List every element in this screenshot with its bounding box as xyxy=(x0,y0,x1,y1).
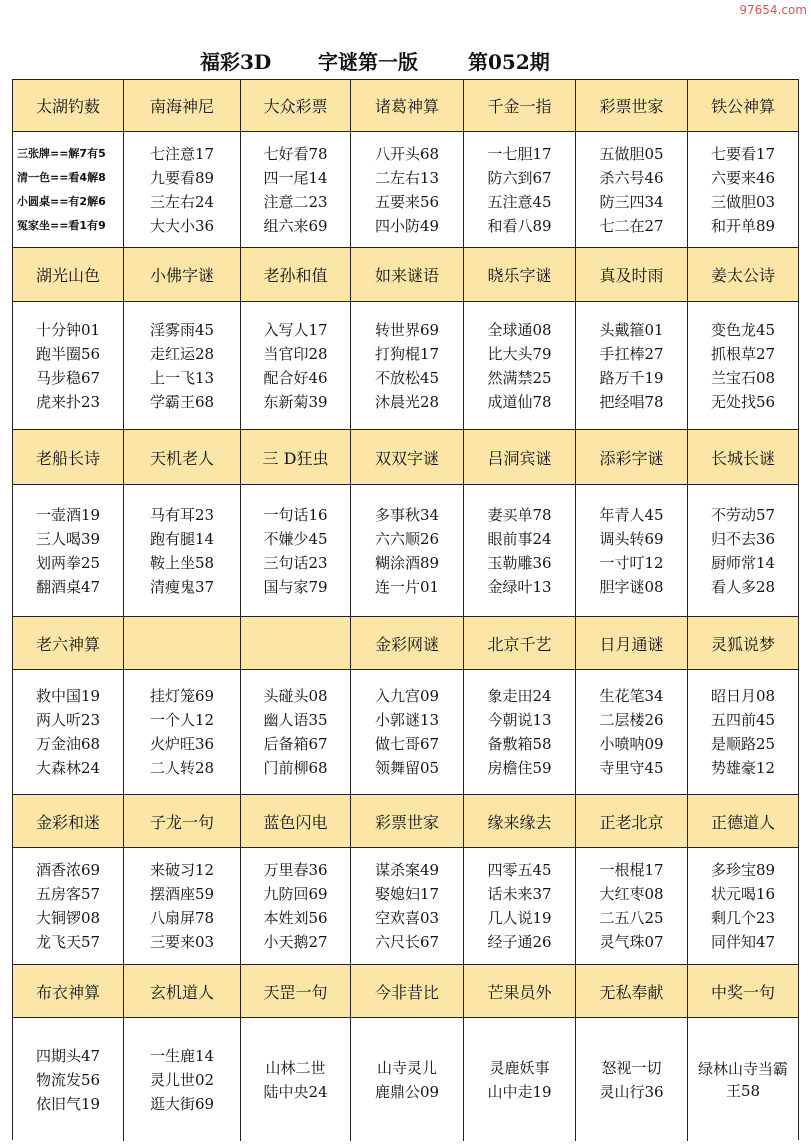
puzzle-line: 摆酒座59 xyxy=(149,885,215,903)
puzzle-line: 灵鹿妖事 xyxy=(489,1058,550,1077)
puzzle-line: 救中国19 xyxy=(35,687,101,705)
data-row xyxy=(13,132,798,248)
puzzle-line: 不放松45 xyxy=(374,368,440,387)
column-header xyxy=(241,617,351,669)
column-header: 子龙一句 xyxy=(124,795,241,847)
data-row xyxy=(13,670,798,795)
puzzle-line: 马有耳23 xyxy=(149,505,215,524)
puzzle-line: 谋杀案49 xyxy=(374,861,440,879)
column-header: 彩票世家 xyxy=(351,795,464,847)
puzzle-line: 九防回69 xyxy=(263,885,328,903)
puzzle-line: 国与家79 xyxy=(263,577,328,596)
puzzle-line: 状元喝16 xyxy=(710,885,776,903)
puzzle-line: 五房客57 xyxy=(35,885,101,903)
column-header: 吕洞宾谜 xyxy=(464,430,576,484)
puzzle-line: 二左右13 xyxy=(374,168,440,187)
puzzle-line: 后备箱67 xyxy=(263,735,328,753)
column-header: 芒果员外 xyxy=(464,965,576,1017)
puzzle-line: 年青人45 xyxy=(599,505,664,524)
puzzle-line: 抓根草27 xyxy=(710,344,776,363)
header-row xyxy=(13,617,798,670)
puzzle-line: 八扇屏78 xyxy=(149,909,215,927)
column-header: 湖光山色 xyxy=(13,248,124,301)
puzzle-cell xyxy=(351,485,464,616)
puzzle-cell xyxy=(351,670,464,794)
puzzle-line: 六尺长67 xyxy=(374,933,440,951)
puzzle-line: 生花笔34 xyxy=(599,687,664,705)
puzzle-line: 杀六号46 xyxy=(599,168,664,187)
puzzle-line: 小天鹅27 xyxy=(263,933,328,951)
puzzle-line: 万里春36 xyxy=(263,861,328,879)
data-row xyxy=(13,302,798,430)
puzzle-line: 上一飞13 xyxy=(149,368,215,387)
puzzle-line: 鹿鼎公09 xyxy=(374,1082,440,1101)
puzzle-line: 防六到67 xyxy=(487,168,552,187)
puzzle-cell xyxy=(688,670,798,794)
puzzle-line: 五要来56 xyxy=(374,192,440,211)
puzzle-cell xyxy=(576,132,688,247)
puzzle-cell xyxy=(124,132,241,247)
puzzle-line: 七注意17 xyxy=(149,144,215,163)
puzzle-line: 小郭谜13 xyxy=(374,711,440,729)
puzzle-line: 二人转28 xyxy=(149,759,215,777)
puzzle-cell xyxy=(13,132,124,247)
column-header: 长城长谜 xyxy=(710,448,775,468)
column-header: 北京千艺 xyxy=(464,617,576,669)
puzzle-line: 变色龙45 xyxy=(710,320,776,339)
puzzle-line: 绿林山寺当霸王58 xyxy=(697,1059,788,1100)
puzzle-line: 成道仙78 xyxy=(487,392,552,411)
puzzle-line: 六六顺26 xyxy=(374,529,440,548)
puzzle-cell xyxy=(688,302,798,429)
column-header: 玄机道人 xyxy=(124,965,241,1017)
puzzle-cell xyxy=(576,848,688,964)
puzzle-line: 一句话16 xyxy=(263,505,328,524)
title-issue: 第052期 xyxy=(468,50,550,74)
puzzle-line: 九要看89 xyxy=(149,168,215,187)
puzzle-cell xyxy=(576,670,688,794)
column-header: 姜太公诗 xyxy=(710,266,775,285)
puzzle-line: 象走田24 xyxy=(487,687,552,705)
puzzle-cell xyxy=(13,670,124,794)
puzzle-line: 灵山行36 xyxy=(599,1082,664,1101)
column-header: 灵狐说梦 xyxy=(710,634,775,654)
puzzle-line: 一七胆17 xyxy=(487,144,552,163)
puzzle-cell xyxy=(241,485,351,616)
page-title xyxy=(0,42,811,76)
puzzle-line: 物流发56 xyxy=(35,1070,101,1089)
puzzle-line: 七好看78 xyxy=(263,144,328,163)
puzzle-line: 寺里守45 xyxy=(599,759,664,777)
puzzle-line: 山林二世 xyxy=(265,1058,326,1077)
puzzle-line: 糊涂酒89 xyxy=(374,553,440,572)
column-header: 小佛字谜 xyxy=(124,248,241,301)
puzzle-line: 归不去36 xyxy=(710,529,776,548)
puzzle-line: 山寺灵儿 xyxy=(376,1058,437,1077)
header-row xyxy=(13,965,798,1018)
puzzle-line: 四零五45 xyxy=(487,861,552,879)
puzzle-cell xyxy=(464,302,576,429)
header-row xyxy=(13,80,798,132)
puzzle-cell xyxy=(124,1018,241,1141)
puzzle-line: 把经唱78 xyxy=(599,392,664,411)
puzzle-line: 十分钟01 xyxy=(35,320,101,339)
puzzle-line: 经子通26 xyxy=(487,933,552,951)
puzzle-cell xyxy=(241,670,351,794)
puzzle-line: 几人说19 xyxy=(487,909,552,927)
puzzle-line: 话未来37 xyxy=(487,885,552,903)
puzzle-line: 东新菊39 xyxy=(263,392,328,411)
puzzle-line: 万金油68 xyxy=(35,735,101,753)
puzzle-cell xyxy=(351,132,464,247)
column-header: 布衣神算 xyxy=(13,965,124,1017)
puzzle-line: 一个人12 xyxy=(149,711,215,729)
puzzle-line: 头碰头08 xyxy=(263,687,328,705)
column-header: 日月通谜 xyxy=(576,617,688,669)
column-header: 大众彩票 xyxy=(241,80,351,131)
column-header: 金彩网谜 xyxy=(351,617,464,669)
puzzle-line: 五做胆05 xyxy=(599,144,664,163)
puzzle-line: 五四前45 xyxy=(710,711,776,729)
puzzle-cell xyxy=(241,132,351,247)
puzzle-line: 入写人17 xyxy=(263,320,328,339)
puzzle-cell xyxy=(688,848,798,964)
puzzle-line: 冤家坐==看1有9 xyxy=(17,218,106,232)
puzzle-line: 挂灯笼69 xyxy=(149,687,215,705)
puzzle-line: 依旧气19 xyxy=(35,1094,101,1113)
puzzle-line: 一根棍17 xyxy=(599,861,664,879)
puzzle-line: 淫雾雨45 xyxy=(149,320,215,339)
puzzle-line: 两人听23 xyxy=(35,711,101,729)
column-header: 中奖一句 xyxy=(710,982,775,1002)
column-header: 真及时雨 xyxy=(576,248,688,301)
column-header: 正德道人 xyxy=(710,812,775,832)
puzzle-line: 三张牌==解7有5 xyxy=(17,146,106,160)
puzzle-line: 胆字谜08 xyxy=(599,577,664,596)
column-header: 南海神尼 xyxy=(124,80,241,131)
puzzle-line: 跑有腿14 xyxy=(149,529,215,548)
column-header: 双双字谜 xyxy=(351,430,464,484)
puzzle-line: 打狗棍17 xyxy=(374,344,440,363)
puzzle-line: 头戴箍01 xyxy=(599,320,664,339)
puzzle-line: 看人多28 xyxy=(710,577,776,596)
column-header: 晓乐字谜 xyxy=(464,248,576,301)
puzzle-line: 连一片01 xyxy=(374,577,440,596)
puzzle-line: 五注意45 xyxy=(487,192,552,211)
column-header: 彩票世家 xyxy=(576,80,688,131)
puzzle-line: 幽人语35 xyxy=(263,711,328,729)
puzzle-line: 清瘦鬼37 xyxy=(149,577,215,596)
column-header: 老六神算 xyxy=(13,617,124,669)
puzzle-cell xyxy=(464,848,576,964)
puzzle-line: 学霸王68 xyxy=(149,392,215,411)
header-row xyxy=(13,430,798,485)
puzzle-line: 四小防49 xyxy=(374,216,440,235)
puzzle-cell xyxy=(688,132,798,247)
puzzle-cell xyxy=(688,485,798,616)
puzzle-cell xyxy=(13,848,124,964)
column-header: 天机老人 xyxy=(124,430,241,484)
puzzle-line: 比大头79 xyxy=(487,344,552,363)
puzzle-line: 大铜锣08 xyxy=(35,909,101,927)
puzzle-cell xyxy=(351,302,464,429)
column-header: 无私奉献 xyxy=(576,965,688,1017)
puzzle-cell xyxy=(464,1018,576,1141)
puzzle-cell xyxy=(351,1018,464,1141)
puzzle-cell xyxy=(124,670,241,794)
column-header: 老孙和值 xyxy=(241,248,351,301)
puzzle-line: 全球通08 xyxy=(487,320,552,339)
puzzle-line: 来破习12 xyxy=(149,861,215,879)
puzzle-line: 大森林24 xyxy=(35,759,101,777)
puzzle-cell xyxy=(464,670,576,794)
puzzle-line: 入九宫09 xyxy=(374,687,440,705)
puzzle-line: 配合好46 xyxy=(263,368,328,387)
puzzle-line: 虎来扑23 xyxy=(35,392,101,411)
puzzle-line: 鞍上坐58 xyxy=(149,553,215,572)
puzzle-line: 本姓刘56 xyxy=(263,909,328,927)
puzzle-line: 清一色==看4解8 xyxy=(17,170,106,184)
puzzle-line: 翻酒桌47 xyxy=(35,577,101,596)
puzzle-line: 一壶酒19 xyxy=(35,505,101,524)
puzzle-line: 马步稳67 xyxy=(35,368,101,387)
column-header: 如来谜语 xyxy=(351,248,464,301)
column-header: 金彩和迷 xyxy=(13,795,124,847)
puzzle-line: 娶媳妇17 xyxy=(374,885,440,903)
puzzle-line: 和看八89 xyxy=(487,216,552,235)
column-header: 缘来缘去 xyxy=(464,795,576,847)
data-row xyxy=(13,848,798,965)
puzzle-cell xyxy=(576,1018,688,1141)
puzzle-line: 然满禁25 xyxy=(487,368,552,387)
puzzle-line: 手扛棒27 xyxy=(599,344,664,363)
header-row xyxy=(13,248,798,302)
column-header xyxy=(124,617,241,669)
puzzle-line: 门前柳68 xyxy=(263,759,328,777)
puzzle-line: 多珍宝89 xyxy=(710,861,776,879)
puzzle-line: 三左右24 xyxy=(149,192,215,211)
puzzle-line: 灵儿世02 xyxy=(149,1070,215,1089)
puzzle-line: 今朝说13 xyxy=(487,711,552,729)
column-header: 三 D狂虫 xyxy=(241,430,351,484)
column-header: 千金一指 xyxy=(464,80,576,131)
title-edition: 字谜第一版 xyxy=(318,50,418,74)
puzzle-cell xyxy=(576,485,688,616)
puzzle-cell xyxy=(464,132,576,247)
puzzle-line: 兰宝石08 xyxy=(710,368,776,387)
puzzle-cell xyxy=(576,302,688,429)
puzzle-cell xyxy=(13,485,124,616)
puzzle-line: 大大小36 xyxy=(149,216,215,235)
puzzle-line: 三要来03 xyxy=(149,933,215,951)
puzzle-line: 路万千19 xyxy=(599,368,664,387)
puzzle-line: 火炉旺36 xyxy=(149,735,215,753)
puzzle-line: 走红运28 xyxy=(149,344,215,363)
puzzle-line: 六要来46 xyxy=(710,168,776,187)
puzzle-line: 眼前事24 xyxy=(487,529,552,548)
puzzle-line: 调头转69 xyxy=(599,529,664,548)
puzzle-line: 转世界69 xyxy=(374,320,440,339)
puzzle-cell xyxy=(13,302,124,429)
puzzle-cell xyxy=(241,848,351,964)
puzzle-cell xyxy=(464,485,576,616)
puzzle-line: 空欢喜03 xyxy=(374,909,440,927)
puzzle-cell xyxy=(124,302,241,429)
puzzle-line: 三句话23 xyxy=(263,553,328,572)
puzzle-line: 房檐住59 xyxy=(487,759,552,777)
puzzle-line: 金绿叶13 xyxy=(487,577,552,596)
puzzle-table xyxy=(12,79,799,1140)
header-row xyxy=(13,795,798,848)
column-header: 今非昔比 xyxy=(351,965,464,1017)
puzzle-line: 注意二23 xyxy=(263,192,328,211)
column-header: 诸葛神算 xyxy=(351,80,464,131)
puzzle-cell xyxy=(13,1018,124,1141)
puzzle-line: 酒香浓69 xyxy=(35,861,101,879)
data-row xyxy=(13,1018,798,1141)
puzzle-line: 龙飞天57 xyxy=(35,933,101,951)
puzzle-line: 一寸叮12 xyxy=(599,553,664,572)
puzzle-cell xyxy=(241,1018,351,1141)
puzzle-cell xyxy=(351,848,464,964)
puzzle-line: 不劳动57 xyxy=(710,505,776,524)
puzzle-line: 二层楼26 xyxy=(599,711,664,729)
puzzle-cell xyxy=(124,485,241,616)
puzzle-line: 小圆桌==有2解6 xyxy=(17,194,106,208)
puzzle-line: 势雄豪12 xyxy=(710,759,776,777)
puzzle-line: 三人喝39 xyxy=(35,529,101,548)
puzzle-line: 怒视一切 xyxy=(601,1058,662,1077)
puzzle-line: 三做胆03 xyxy=(710,192,776,211)
puzzle-line: 沐晨光28 xyxy=(374,392,440,411)
puzzle-line: 是顺路25 xyxy=(710,735,776,753)
puzzle-line: 同伴知47 xyxy=(710,933,776,951)
puzzle-line: 妻买单78 xyxy=(487,505,552,524)
puzzle-line: 当官印28 xyxy=(263,344,328,363)
puzzle-cell xyxy=(688,1018,798,1141)
puzzle-cell xyxy=(241,302,351,429)
puzzle-line: 玉勒雕36 xyxy=(487,553,552,572)
column-header: 正老北京 xyxy=(576,795,688,847)
puzzle-line: 组六来69 xyxy=(263,216,328,235)
puzzle-line: 备敷箱58 xyxy=(487,735,552,753)
data-row xyxy=(13,485,798,617)
puzzle-line: 小喷呐09 xyxy=(599,735,664,753)
puzzle-line: 不嫌少45 xyxy=(263,529,328,548)
column-header: 蓝色闪电 xyxy=(241,795,351,847)
puzzle-line: 陆中央24 xyxy=(263,1082,328,1101)
puzzle-line: 七要看17 xyxy=(710,144,776,163)
puzzle-line: 逛大街69 xyxy=(149,1094,215,1113)
puzzle-line: 做七哥67 xyxy=(374,735,440,753)
puzzle-line: 四一尾14 xyxy=(263,168,328,187)
puzzle-line: 昭日月08 xyxy=(710,687,776,705)
column-header: 铁公神算 xyxy=(710,97,775,116)
puzzle-line: 灵气珠07 xyxy=(599,933,664,951)
puzzle-line: 多事秋34 xyxy=(374,505,440,524)
puzzle-line: 厨师常14 xyxy=(710,553,776,572)
column-header: 天罡一句 xyxy=(241,965,351,1017)
puzzle-line: 剩几个23 xyxy=(710,909,776,927)
title-brand: 福彩3D xyxy=(200,50,272,74)
column-header: 添彩字谜 xyxy=(576,430,688,484)
column-header: 太湖钓薮 xyxy=(13,80,124,131)
puzzle-line: 四期头47 xyxy=(35,1046,101,1065)
puzzle-line: 划两拳25 xyxy=(35,553,101,572)
puzzle-line: 二五八25 xyxy=(599,909,664,927)
puzzle-cell xyxy=(124,848,241,964)
puzzle-line: 防三四34 xyxy=(599,192,664,211)
puzzle-line: 大红枣08 xyxy=(599,885,664,903)
watermark-text: 97654.com xyxy=(739,3,807,17)
puzzle-line: 一生鹿14 xyxy=(149,1046,215,1065)
puzzle-line: 山中走19 xyxy=(487,1082,552,1101)
puzzle-line: 八开头68 xyxy=(374,144,440,163)
puzzle-line: 跑半圈56 xyxy=(35,344,101,363)
puzzle-line: 和开单89 xyxy=(710,216,776,235)
puzzle-line: 领舞留05 xyxy=(374,759,440,777)
column-header: 老船长诗 xyxy=(13,430,124,484)
puzzle-line: 七二在27 xyxy=(599,216,664,235)
puzzle-line: 无处找56 xyxy=(710,392,776,411)
